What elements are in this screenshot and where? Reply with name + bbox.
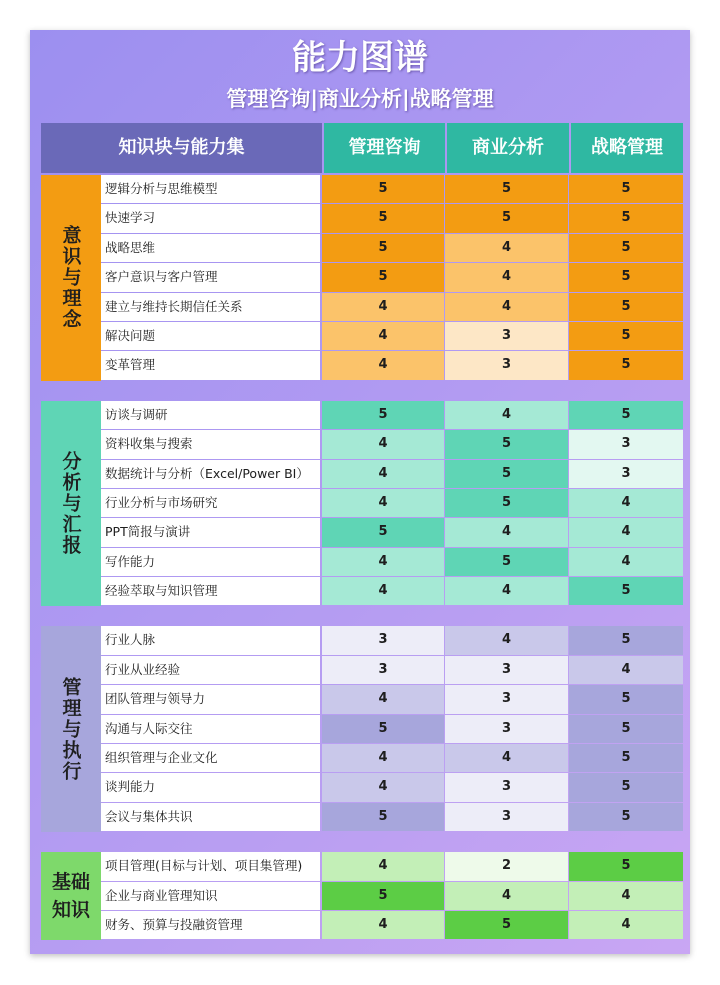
table-row bbox=[41, 548, 683, 577]
table-row bbox=[41, 430, 683, 459]
row-label: 资料收集与搜索 bbox=[101, 430, 320, 458]
column-header-consulting: 管理咨询 bbox=[324, 123, 445, 173]
section-divider bbox=[41, 832, 683, 852]
section-management bbox=[41, 626, 683, 832]
table-row bbox=[41, 626, 683, 655]
score-cell-business-analysis: 5 bbox=[445, 204, 568, 232]
score-cell-business-analysis: 4 bbox=[445, 401, 568, 429]
score-cell-consulting: 4 bbox=[322, 577, 444, 605]
row-label: 项目管理(目标与计划、项目集管理) bbox=[101, 852, 320, 880]
score-cell-consulting: 5 bbox=[322, 234, 444, 262]
score-cell-business-analysis: 4 bbox=[445, 263, 568, 291]
column-header-business-analysis: 商业分析 bbox=[447, 123, 569, 173]
table-row bbox=[41, 401, 683, 430]
row-label: 逻辑分析与思维模型 bbox=[101, 175, 320, 203]
score-cell-consulting: 3 bbox=[322, 656, 444, 684]
table-row bbox=[41, 234, 683, 263]
table-row bbox=[41, 175, 683, 204]
score-cell-consulting: 4 bbox=[322, 911, 444, 939]
row-label: 行业从业经验 bbox=[101, 656, 320, 684]
score-cell-consulting: 5 bbox=[322, 882, 444, 910]
table-row bbox=[41, 577, 683, 606]
score-cell-business-analysis: 3 bbox=[445, 322, 568, 350]
section-label: 意识与理念 bbox=[59, 225, 82, 331]
score-cell-strategy: 4 bbox=[569, 518, 683, 546]
score-cell-strategy: 5 bbox=[569, 852, 683, 880]
score-cell-consulting: 4 bbox=[322, 852, 444, 880]
capability-table bbox=[41, 123, 683, 940]
score-cell-business-analysis: 3 bbox=[445, 656, 568, 684]
score-cell-consulting: 5 bbox=[322, 715, 444, 743]
score-cell-strategy: 3 bbox=[569, 430, 683, 458]
score-cell-consulting: 5 bbox=[322, 803, 444, 831]
row-label: 解决问题 bbox=[101, 322, 320, 350]
score-cell-strategy: 5 bbox=[569, 744, 683, 772]
row-label: 建立与维持长期信任关系 bbox=[101, 293, 320, 321]
score-cell-consulting: 4 bbox=[322, 430, 444, 458]
table-row bbox=[41, 518, 683, 547]
score-cell-business-analysis: 3 bbox=[445, 773, 568, 801]
score-cell-strategy: 5 bbox=[569, 803, 683, 831]
section-awareness bbox=[41, 175, 683, 381]
score-cell-business-analysis: 5 bbox=[445, 175, 568, 203]
score-cell-strategy: 3 bbox=[569, 460, 683, 488]
row-label: PPT简报与演讲 bbox=[101, 518, 320, 546]
score-cell-consulting: 5 bbox=[322, 518, 444, 546]
score-cell-consulting: 5 bbox=[322, 263, 444, 291]
table-row bbox=[41, 882, 683, 911]
table-header-row bbox=[41, 123, 683, 175]
score-cell-strategy: 4 bbox=[569, 882, 683, 910]
row-label: 写作能力 bbox=[101, 548, 320, 576]
score-cell-consulting: 4 bbox=[322, 548, 444, 576]
score-cell-consulting: 5 bbox=[322, 175, 444, 203]
section-divider bbox=[41, 381, 683, 401]
table-row bbox=[41, 911, 683, 940]
score-cell-business-analysis: 4 bbox=[445, 744, 568, 772]
row-label: 变革管理 bbox=[101, 351, 320, 379]
score-cell-consulting: 4 bbox=[322, 322, 444, 350]
score-cell-consulting: 4 bbox=[322, 351, 444, 379]
score-cell-strategy: 5 bbox=[569, 773, 683, 801]
score-cell-business-analysis: 5 bbox=[445, 489, 568, 517]
row-label: 会议与集体共识 bbox=[101, 803, 320, 831]
score-cell-consulting: 4 bbox=[322, 744, 444, 772]
score-cell-strategy: 5 bbox=[569, 293, 683, 321]
score-cell-strategy: 5 bbox=[569, 351, 683, 379]
table-row bbox=[41, 803, 683, 832]
score-cell-business-analysis: 4 bbox=[445, 882, 568, 910]
score-cell-business-analysis: 3 bbox=[445, 803, 568, 831]
table-row bbox=[41, 656, 683, 685]
score-cell-strategy: 4 bbox=[569, 911, 683, 939]
score-cell-strategy: 5 bbox=[569, 263, 683, 291]
table-row bbox=[41, 685, 683, 714]
score-cell-consulting: 3 bbox=[322, 626, 444, 654]
table-row bbox=[41, 204, 683, 233]
table-sections bbox=[41, 175, 683, 940]
capability-map-card bbox=[30, 30, 690, 954]
score-cell-strategy: 5 bbox=[569, 577, 683, 605]
row-label: 企业与商业管理知识 bbox=[101, 882, 320, 910]
table-row bbox=[41, 744, 683, 773]
row-label: 团队管理与领导力 bbox=[101, 685, 320, 713]
section-label: 分析与汇报 bbox=[59, 451, 82, 557]
score-cell-strategy: 5 bbox=[569, 322, 683, 350]
score-cell-strategy: 5 bbox=[569, 401, 683, 429]
score-cell-business-analysis: 4 bbox=[445, 234, 568, 262]
score-cell-strategy: 4 bbox=[569, 656, 683, 684]
score-cell-consulting: 4 bbox=[322, 293, 444, 321]
score-cell-consulting: 5 bbox=[322, 401, 444, 429]
score-cell-business-analysis: 3 bbox=[445, 715, 568, 743]
score-cell-business-analysis: 3 bbox=[445, 351, 568, 379]
page-title: 能力图谱 bbox=[292, 38, 428, 78]
table-row bbox=[41, 852, 683, 881]
score-cell-strategy: 4 bbox=[569, 548, 683, 576]
header-label: 知识块与能力集 bbox=[41, 123, 322, 173]
row-label: 战略思维 bbox=[101, 234, 320, 262]
table-row bbox=[41, 715, 683, 744]
section-fundamentals bbox=[41, 852, 683, 940]
score-cell-business-analysis: 5 bbox=[445, 911, 568, 939]
score-cell-strategy: 5 bbox=[569, 204, 683, 232]
row-label: 数据统计与分析（Excel/Power BI） bbox=[101, 460, 320, 488]
row-label: 谈判能力 bbox=[101, 773, 320, 801]
table-row bbox=[41, 351, 683, 380]
row-label: 快速学习 bbox=[101, 204, 320, 232]
score-cell-business-analysis: 4 bbox=[445, 626, 568, 654]
score-cell-strategy: 4 bbox=[569, 489, 683, 517]
score-cell-consulting: 4 bbox=[322, 489, 444, 517]
score-cell-strategy: 5 bbox=[569, 175, 683, 203]
column-header-strategy: 战略管理 bbox=[571, 123, 683, 173]
score-cell-consulting: 4 bbox=[322, 685, 444, 713]
score-cell-business-analysis: 4 bbox=[445, 577, 568, 605]
score-cell-business-analysis: 5 bbox=[445, 430, 568, 458]
score-cell-strategy: 5 bbox=[569, 626, 683, 654]
score-cell-consulting: 4 bbox=[322, 460, 444, 488]
row-label: 访谈与调研 bbox=[101, 401, 320, 429]
row-label: 行业分析与市场研究 bbox=[101, 489, 320, 517]
row-label: 沟通与人际交往 bbox=[101, 715, 320, 743]
table-row bbox=[41, 322, 683, 351]
table-row bbox=[41, 293, 683, 322]
table-row bbox=[41, 773, 683, 802]
table-row bbox=[41, 489, 683, 518]
score-cell-strategy: 5 bbox=[569, 685, 683, 713]
row-label: 行业人脉 bbox=[101, 626, 320, 654]
score-cell-consulting: 5 bbox=[322, 204, 444, 232]
score-cell-business-analysis: 5 bbox=[445, 548, 568, 576]
row-label: 财务、预算与投融资管理 bbox=[101, 911, 320, 939]
score-cell-business-analysis: 4 bbox=[445, 518, 568, 546]
table-row bbox=[41, 263, 683, 292]
score-cell-business-analysis: 3 bbox=[445, 685, 568, 713]
score-cell-strategy: 5 bbox=[569, 234, 683, 262]
section-divider bbox=[41, 606, 683, 626]
page-subtitle: 管理咨询|商业分析|战略管理 bbox=[226, 87, 494, 111]
score-cell-consulting: 4 bbox=[322, 773, 444, 801]
row-label: 组织管理与企业文化 bbox=[101, 744, 320, 772]
score-cell-business-analysis: 4 bbox=[445, 293, 568, 321]
table-row bbox=[41, 460, 683, 489]
row-label: 客户意识与客户管理 bbox=[101, 263, 320, 291]
score-cell-strategy: 5 bbox=[569, 715, 683, 743]
row-label: 经验萃取与知识管理 bbox=[101, 577, 320, 605]
score-cell-business-analysis: 5 bbox=[445, 460, 568, 488]
section-analysis bbox=[41, 401, 683, 607]
section-label: 管理与执行 bbox=[59, 676, 82, 782]
score-cell-business-analysis: 2 bbox=[445, 852, 568, 880]
section-label: 基础知识 bbox=[51, 871, 90, 922]
